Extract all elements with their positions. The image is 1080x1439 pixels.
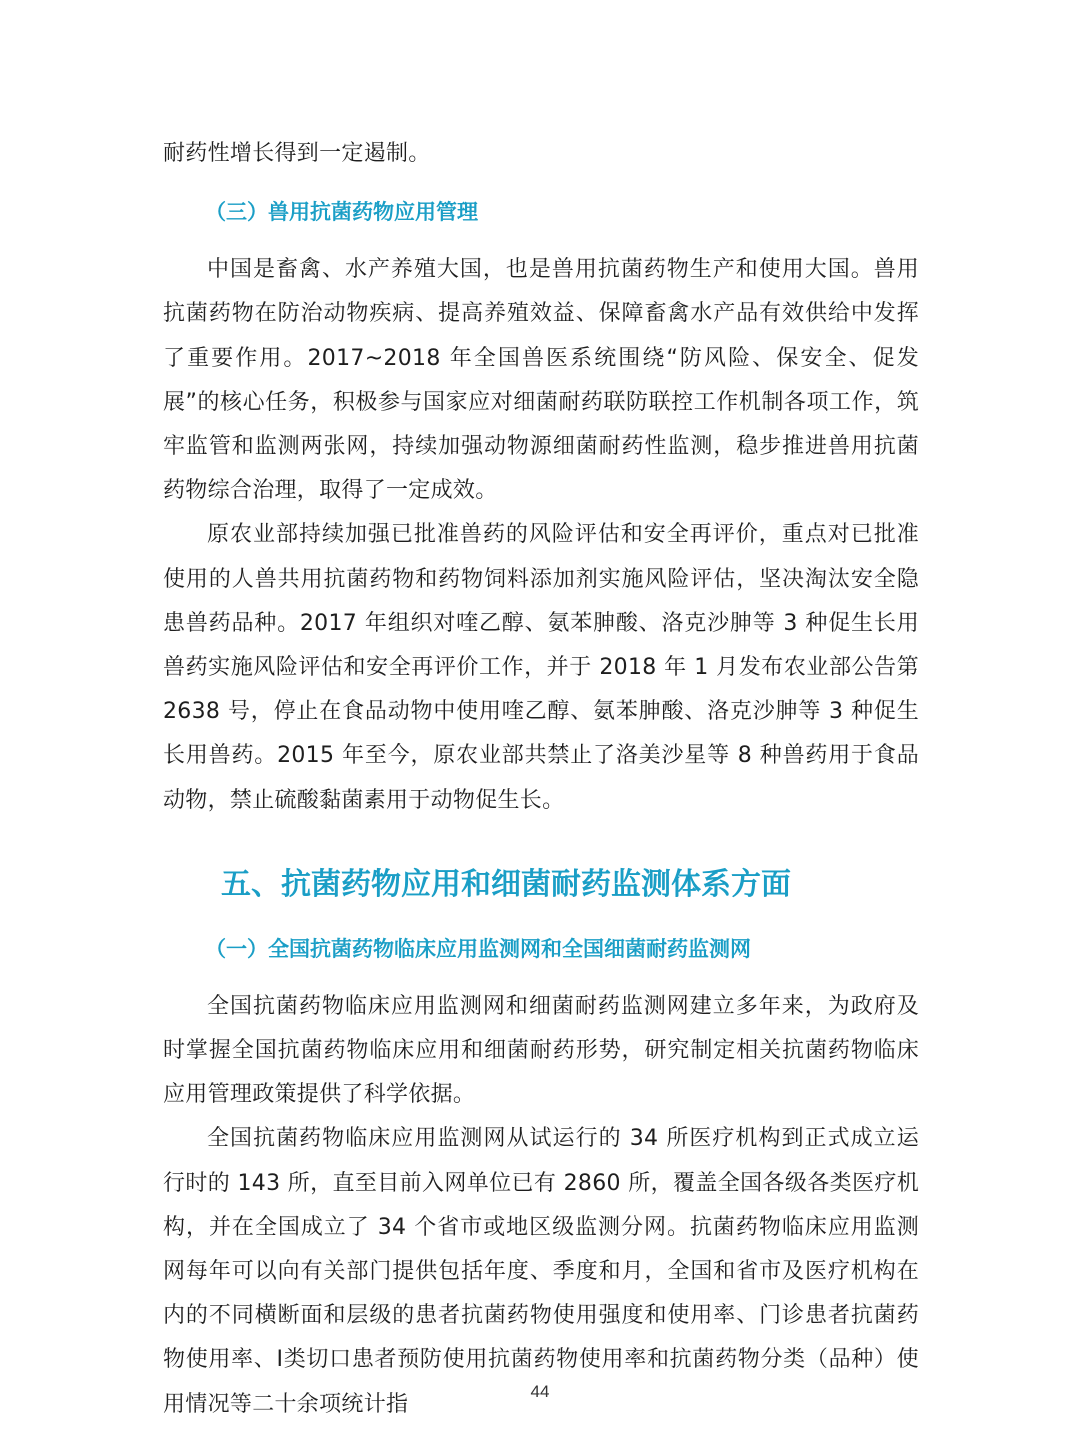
section-5-1-paragraph-2: 全国抗菌药物临床应用监测网从试运行的 34 所医疗机构到正式成立运行时的 143 所，直至目前入网单位已有 2860 所，覆盖全国各级各类医疗机构，并在全国成立了 34 个省市或地区级监测分网。抗菌药物临床应用监测网每年可以向有关部门提供包括年度、季度和月，全国和省市及医疗机构在内的不同横断面和层级的患者抗菌药物使用强度和使用率、门诊患者抗菌药物使用率、Ⅰ类切口患者预防使用抗菌药物使用率和抗菌药物分类（品种）使用情况等二十余项统计指 [163,1126,919,1417]
section-5-heading: 五、抗菌药物应用和细菌耐药监测体系方面 [221,866,791,902]
document-page [163,132,919,1427]
section-5-1-heading: （一）全国抗菌药物临床应用监测网和全国细菌耐药监测网 [205,936,751,961]
intro-fragment: 耐药性增长得到一定遏制。 [163,141,431,166]
section-3-paragraph-1: 中国是畜禽、水产养殖大国，也是兽用抗菌药物生产和使用大国。兽用抗菌药物在防治动物疾病、提高养殖效益、保障畜禽水产品有效供给中发挥了重要作用。2017~2018 年全国兽医系统围绕“防风险、保安全、促发展”的核心任务，积极参与国家应对细菌耐药联防联控工作机制各项工作，筑牢监管和监测两张网，持续加强动物源细菌耐药性监测，稳步推进兽用抗菌药物综合治理，取得了一定成效。 [163,257,919,504]
section-3-heading: （三）兽用抗菌药物应用管理 [205,200,478,225]
page-number: 44 [530,1382,550,1401]
section-5-1-paragraph-1: 全国抗菌药物临床应用监测网和细菌耐药监测网建立多年来，为政府及时掌握全国抗菌药物临床应用和细菌耐药形势，研究制定相关抗菌药物临床应用管理政策提供了科学依据。 [163,993,919,1108]
section-3-paragraph-2: 原农业部持续加强已批准兽药的风险评估和安全再评价，重点对已批准使用的人兽共用抗菌药物和药物饲料添加剂实施风险评估，坚决淘汰安全隐患兽药品种。2017 年组织对喹乙醇、氨苯胂酸、洛克沙胂等 3 种促生长用兽药实施风险评估和安全再评价工作，并于 2018 年 1 月发布农业部公告第 2638 号，停止在食品动物中使用喹乙醇、氨苯胂酸、洛克沙胂等 3 种促生长用兽药。2015 年至今，原农业部共禁止了洛美沙星等 8 种兽药用于食品动物，禁止硫酸黏菌素用于动物促生长。 [163,522,919,813]
